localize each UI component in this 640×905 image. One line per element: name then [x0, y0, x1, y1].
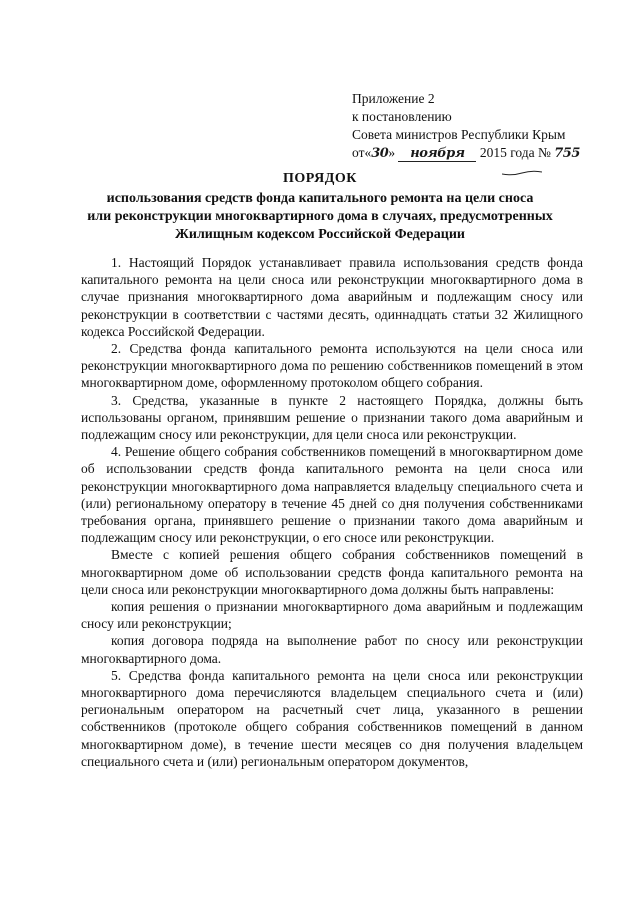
handwritten-number: 755: [554, 146, 580, 161]
title-heading: ПОРЯДОК: [283, 171, 357, 186]
title-subtitle-line-3: Жилищным кодексом Российской Федерации: [175, 227, 465, 242]
title-subtitle-line-2: или реконструкции многоквартирного дома в случаях, предусмотренных: [87, 209, 553, 224]
month-blank: [398, 145, 476, 162]
paragraph-4-attachments-intro: Вместе с копией решения общего собрания собственников помещений в многоквартирном доме об использовании средств фонда капитального ремонта на цели сноса или реконструкции многоквартирного дома должны быть направлены:: [81, 547, 583, 597]
paragraph-4-attachment-1: копия решения о признании многоквартирного дома аварийным и подлежащим сносу или реконструкции;: [81, 599, 583, 632]
title-subtitle-line-1: использования средств фонда капитального ремонта на цели сноса: [106, 191, 534, 206]
paragraph-4-attachment-2: копия договора подряда на выполнение работ по сносу или реконструкции многоквартирного дома.: [81, 633, 583, 666]
appendix-block: [352, 90, 612, 163]
appendix-date-line: [352, 144, 612, 163]
document-body: [81, 254, 583, 770]
appendix-reference: к постановлению: [352, 109, 452, 124]
paragraph-5: 5. Средства фонда капитального ремонта на цели сноса или реконструкции многоквартирного дома перечисляются владельцем специального счета и (или) региональным оператором на расчетный счет лица, указанного в решении собственников (протоколе общего собрания собственников помещений в данном многоквартирном доме), в течение шести месяцев со дня получения владельцем специального счета и (или) региональным оператором документов,: [81, 667, 583, 769]
date-quote: »: [388, 145, 396, 160]
paragraph-3: 3. Средства, указанные в пункте 2 настоящего Порядка, должны быть использованы органом, принявшим решение о признании такого дома аварийным и подлежащим сносу или реконструкции, для цели сноса или реконструкции.: [81, 392, 583, 443]
paragraph-4: 4. Решение общего собрания собственников помещений в многоквартирном доме об использовании средств фонда капитального ремонта на цели сноса или реконструкции многоквартирного дома направляется владельцу специального счета и (или) региональному оператору в течение 45 дней со дня получения собственниками требования органа, принявшего решение о признании такого дома аварийным и подлежащим сносу или реконструкции, о его сносе или реконструкции.: [81, 444, 583, 546]
year-text: 2015 года №: [479, 145, 551, 160]
handwritten-day: 30: [371, 146, 389, 161]
appendix-authority: Совета министров Республики Крым: [352, 127, 566, 142]
handwritten-month: ноября: [410, 146, 465, 161]
date-prefix: от«: [352, 145, 372, 160]
paragraph-1: 1. Настоящий Порядок устанавливает правила использования средств фонда капитального ремонта на цели сноса или реконструкции многоквартирного дома в случае признания многоквартирного дома аварийным и подлежащим сносу или реконструкции в соответствии с частями десять, одиннадцать статьи 32 Жилищного кодекса Российской Федерации.: [81, 255, 583, 339]
appendix-title: Приложение 2: [352, 91, 435, 106]
document-title: [0, 170, 640, 244]
paragraph-2: 2. Средства фонда капитального ремонта используются на цели сноса или реконструкции многоквартирного дома по решению собственников помещений в этом многоквартирном доме, оформленному протоколом общего собрания.: [81, 341, 583, 391]
